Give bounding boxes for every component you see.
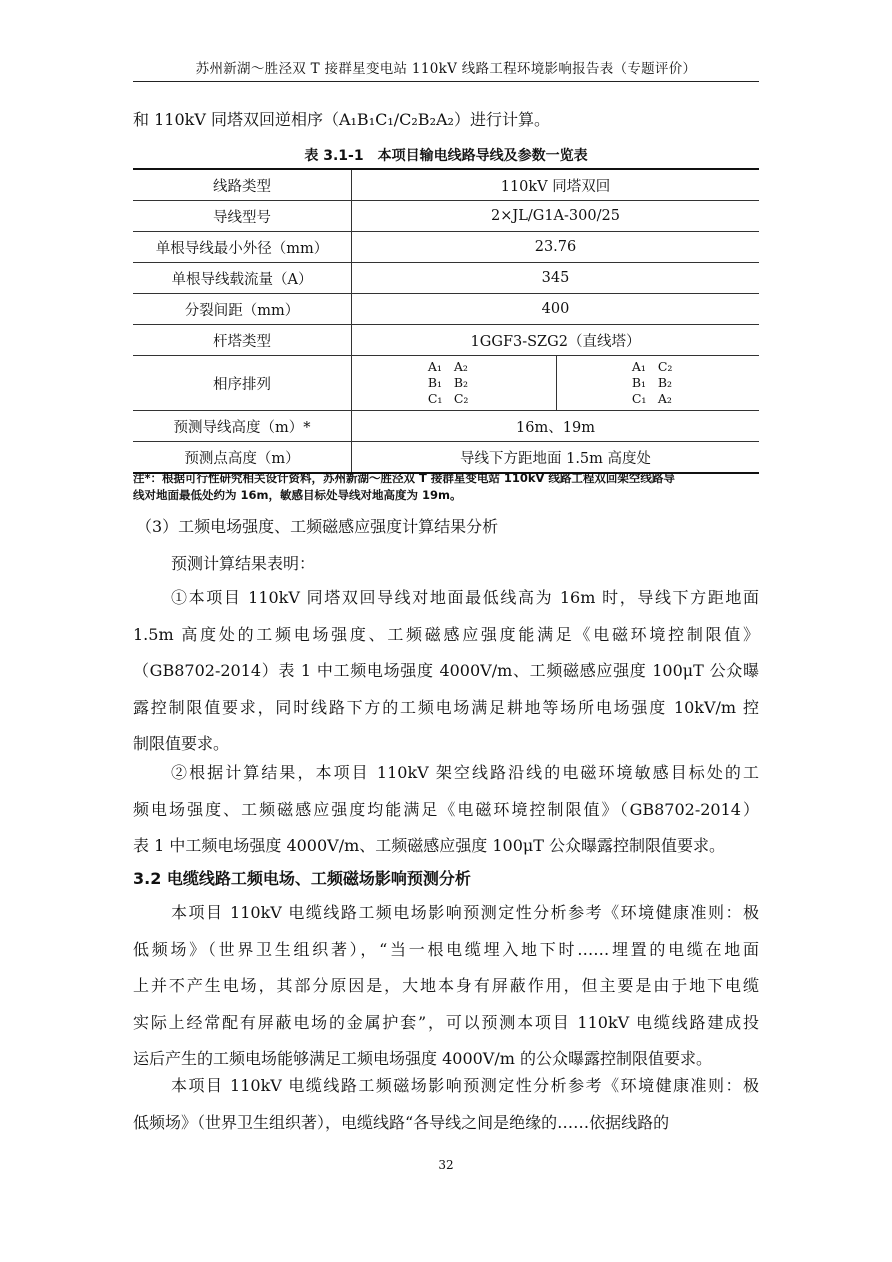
phase-symbol: B₁ <box>631 375 647 390</box>
table-caption: 表 3.1-1 本项目输电线路导线及参数一览表 <box>304 148 588 164</box>
param-value: 345 <box>352 263 760 294</box>
table-row <box>133 169 759 201</box>
text-line: ②根据计算结果，本项目 110kV 架空线路沿线的电磁环境敏感目标处的工 <box>171 763 759 782</box>
table-row <box>133 442 759 474</box>
param-value: 1GGF3-SZG2（直线塔） <box>352 325 760 356</box>
text-line: 本项目 110kV 电缆线路工频电场影响预测定性分析参考《环境健康准则：极 <box>171 903 759 922</box>
param-label: 线路类型 <box>133 169 352 201</box>
table-row <box>133 325 759 356</box>
table-row <box>133 232 759 263</box>
param-value: 导线下方距地面 1.5m 高度处 <box>352 442 760 474</box>
note-line: 注*：根据可行性研究相关设计资料，苏州新湖～胜泾双 T 接群星变电站 110kV 线路工程双回架空线路导 <box>133 471 675 485</box>
page-number: 32 <box>438 1158 454 1172</box>
param-label: 预测导线高度（m）* <box>133 411 352 442</box>
phase-symbol: B₂ <box>657 375 673 390</box>
param-label: 杆塔类型 <box>133 325 352 356</box>
table-note <box>133 470 759 504</box>
text-line: 频电场强度、工频磁感应强度均能满足《电磁环境控制限值》（GB8702-2014） <box>133 799 759 819</box>
table-row-phase <box>133 356 759 411</box>
phase-cell-right <box>556 356 759 411</box>
running-header: 苏州新湖～胜泾双 T 接群星变电站 110kV 线路工程环境影响报告表（专题评价） <box>195 61 697 77</box>
param-value: 2×JL/G1A-300/25 <box>352 201 760 232</box>
note-line: 线对地面最低处约为 16m，敏感目标处导线对地高度为 19m。 <box>133 488 462 502</box>
param-value: 23.76 <box>352 232 760 263</box>
param-label: 导线型号 <box>133 201 352 232</box>
text-line: （GB8702-2014）表 1 中工频电场强度 4000V/m、工频磁感应强度 100μT 公众曝 <box>133 661 759 680</box>
header-rule <box>133 81 759 82</box>
phase-symbol: A₁ <box>631 359 646 374</box>
text-line: 本项目 110kV 电缆线路工频磁场影响预测定性分析参考《环境健康准则：极 <box>171 1076 759 1095</box>
table-row <box>133 263 759 294</box>
param-label: 单根导线载流量（A） <box>133 263 352 294</box>
text-line: 运后产生的工频电场能够满足工频电场强度 4000V/m 的公众曝露控制限值要求。 <box>133 1049 713 1068</box>
param-value: 16m、19m <box>352 411 760 442</box>
text-line: 上并不产生电场，其部分原因是，大地本身有屏蔽作用，但主要是由于地下电缆 <box>133 976 759 995</box>
table-row <box>133 294 759 325</box>
section-3-title: （3）工频电场强度、工频磁感应强度计算结果分析 <box>136 517 499 536</box>
text-line: 低频场》（世界卫生组织著），电缆线路“各导线之间是绝缘的……依据线路的 <box>133 1112 670 1132</box>
phase-symbol: A₁ <box>427 359 442 374</box>
phase-symbol: A₂ <box>657 391 672 406</box>
text-line: 露控制限值要求，同时线路下方的工频电场满足耕地等场所电场强度 10kV/m 控 <box>133 697 759 717</box>
param-label: 分裂间距（mm） <box>133 294 352 325</box>
section-3-lead: 预测计算结果表明： <box>171 554 316 573</box>
param-label: 单根导线最小外径（mm） <box>133 232 352 263</box>
param-label: 预测点高度（m） <box>133 442 352 474</box>
section-heading-3-2: 3.2 电缆线路工频电场、工频磁场影响预测分析 <box>133 869 471 888</box>
phase-symbol: B₂ <box>453 375 469 390</box>
phase-symbol: C₁ <box>427 391 443 406</box>
text-line: 表 1 中工频电场强度 4000V/m、工频磁感应强度 100μT 公众曝露控制限值要求。 <box>133 836 726 855</box>
param-value: 400 <box>352 294 760 325</box>
param-value: 110kV 同塔双回 <box>352 169 760 201</box>
text-line: 实际上经常配有屏蔽电场的金属护套”，可以预测本项目 110kV 电缆线路建成投 <box>133 1012 759 1032</box>
text-line: 1.5m 高度处的工频电场强度、工频磁感应强度能满足《电磁环境控制限值》 <box>133 624 759 644</box>
intro-line: 和 110kV 同塔双回逆相序（A₁B₁C₁/C₂B₂A₂）进行计算。 <box>133 110 550 129</box>
text-line: 制限值要求。 <box>133 734 230 753</box>
phase-symbol: C₂ <box>657 359 673 374</box>
parameter-table <box>133 168 759 474</box>
text-line: 低频场》（世界卫生组织著），“当一根电缆埋入地下时……埋置的电缆在地面 <box>133 939 759 959</box>
phase-symbol: C₁ <box>631 391 647 406</box>
phase-symbol: B₁ <box>427 375 443 390</box>
table-row <box>133 201 759 232</box>
phase-cell-left <box>352 356 557 411</box>
phase-symbol: A₂ <box>453 359 468 374</box>
table-row <box>133 411 759 442</box>
phase-symbol: C₂ <box>453 391 469 406</box>
param-label: 相序排列 <box>133 356 352 411</box>
text-line: ①本项目 110kV 同塔双回导线对地面最低线高为 16m 时，导线下方距地面 <box>171 588 759 607</box>
